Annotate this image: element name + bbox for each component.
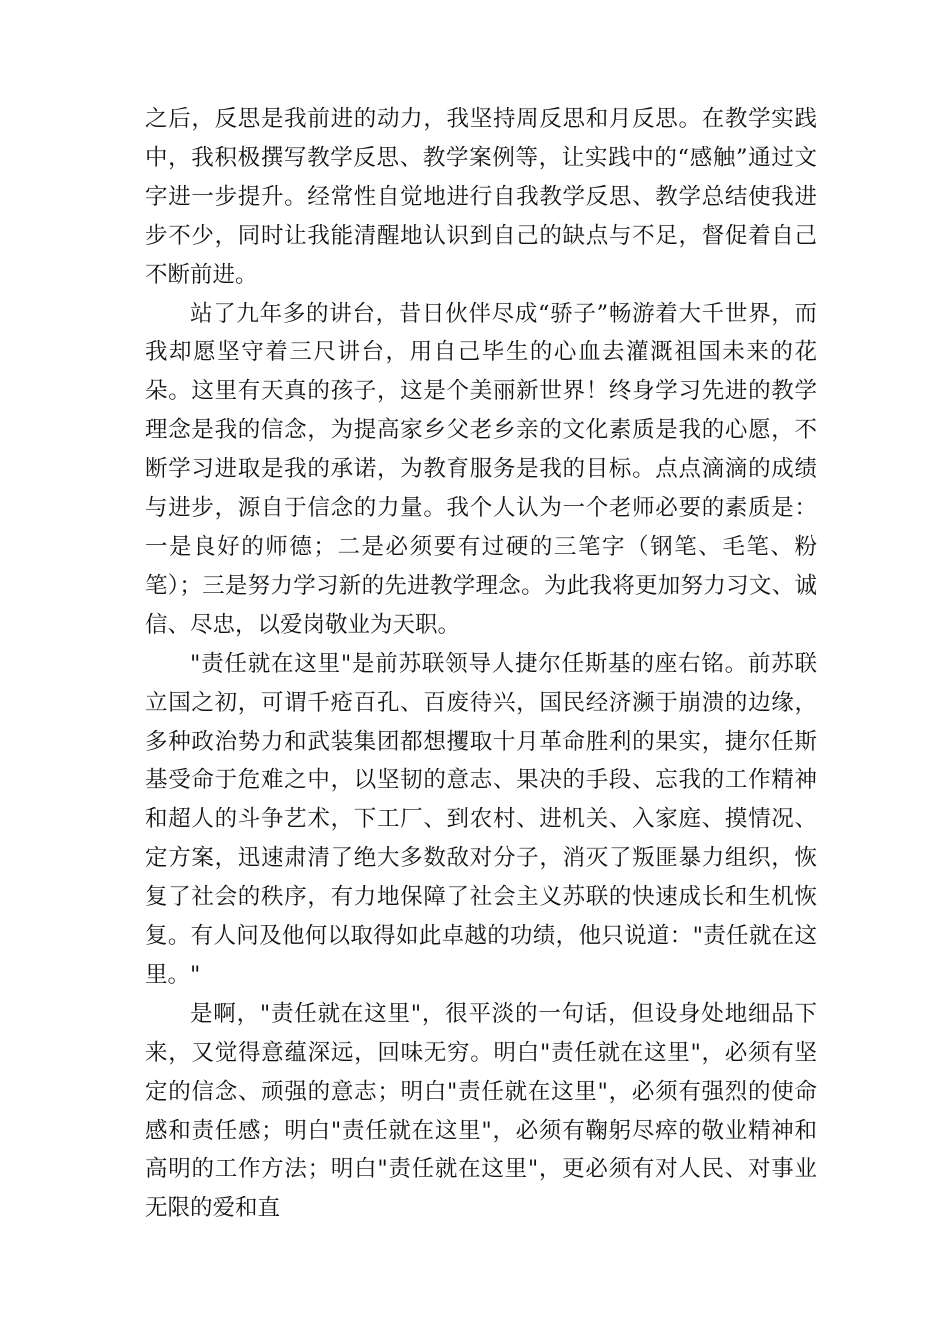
paragraph-2: 站了九年多的讲台，昔日伙伴尽成“骄子”畅游着大千世界，而我却愿坚守着三尺讲台，用自己毕生的心血去灌溉祖国未来的花朵。这里有天真的孩子，这是个美丽新世界！终身学习先进的教学理念是我的信念，为提高家乡父老乡亲的文化素质是我的心愿，不断学习进取是我的承诺，为教育服务是我的目标。点点滴滴的成绩与进步，源自于信念的力量。我个人认为一个老师必要的素质是：一是良好的师德；二是必须要有过硬的三笔字（钢笔、毛笔、粉笔）；三是努力学习新的先进教学理念。为此我将更加努力习文、诚信、尽忠，以爱岗敬业为天职。 <box>145 300 817 638</box>
body-text <box>145 100 817 1228</box>
paragraph-3: "责任就在这里"是前苏联领导人捷尔任斯基的座右铭。前苏联立国之初，可谓千疮百孔、百废待兴，国民经济濒于崩溃的边缘，多种政治势力和武装集团都想攫取十月革命胜利的果实，捷尔任斯基受命于危难之中，以坚韧的意志、果决的手段、忘我的工作精神和超人的斗争艺术，下工厂、到农村、进机关、入家庭、摸情况、定方案，迅速肃清了绝大多数敌对分子，消灭了叛匪暴力组织，恢复了社会的秩序，有力地保障了社会主义苏联的快速成长和生机恢复。有人问及他何以取得如此卓越的功绩，他只说道："责任就在这里。" <box>145 650 817 988</box>
paragraph-4: 是啊，"责任就在这里"，很平淡的一句话，但设身处地细品下来，又觉得意蕴深远，回味无穷。明白"责任就在这里"，必须有坚定的信念、顽强的意志；明白"责任就在这里"，必须有强烈的使命感和责任感；明白"责任就在这里"，必须有鞠躬尽瘁的敬业精神和高明的工作方法；明白"责任就在这里"，更必须有对人民、对事业无限的爱和直 <box>145 1000 817 1222</box>
paragraph-1: 之后，反思是我前进的动力，我坚持周反思和月反思。在教学实践中，我积极撰写教学反思、教学案例等，让实践中的“感触”通过文字进一步提升。经常性自觉地进行自我教学反思、教学总结使我进步不少，同时让我能清醒地认识到自己的缺点与不足，督促着自己不断前进。 <box>145 106 817 288</box>
